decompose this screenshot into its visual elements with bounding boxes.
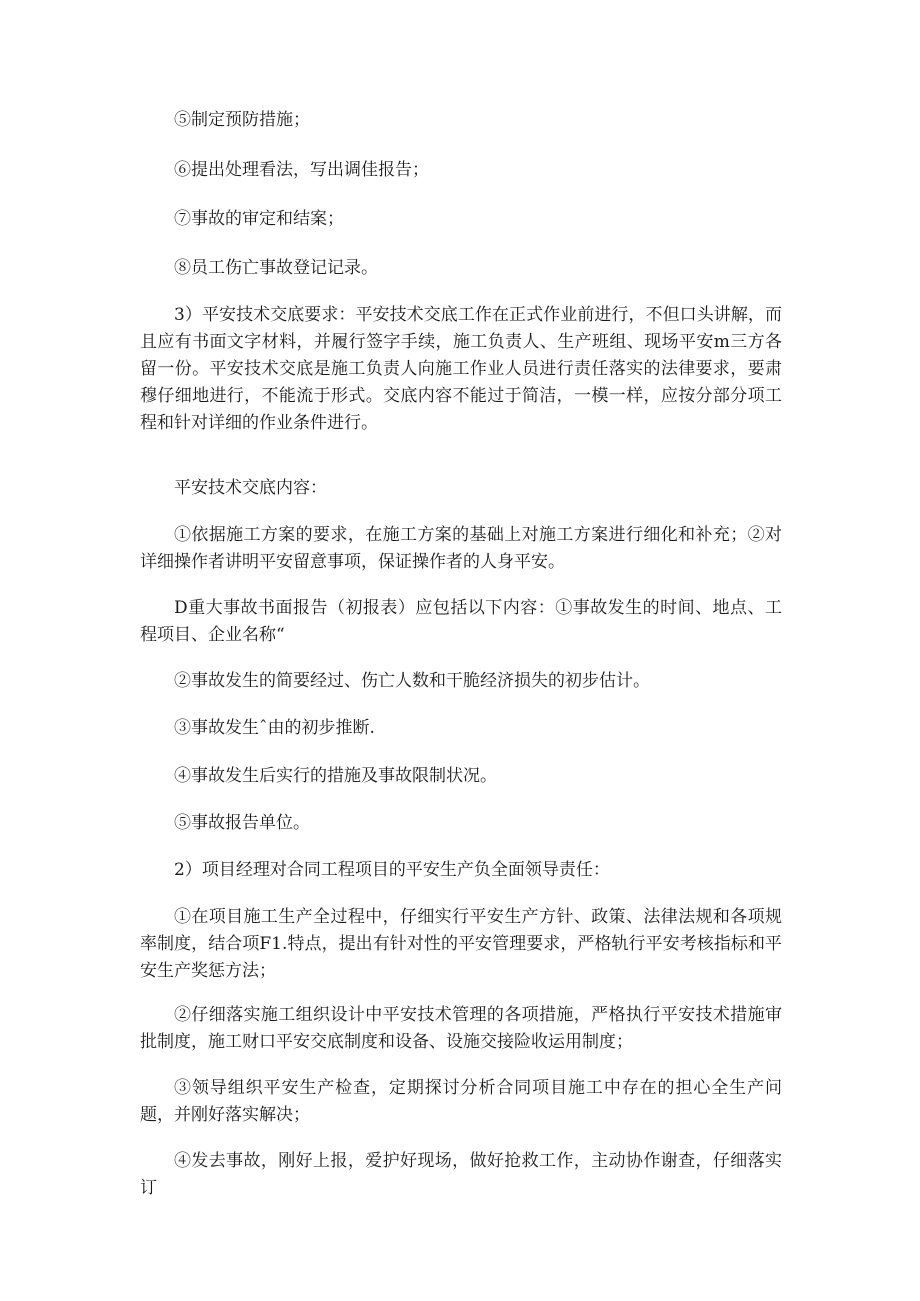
paragraph-responsibility-item-4: ④发去事故，刚好上报，爱护好现场，做好抢救工作，主动协作谢查，仔细落实订 (140, 1151, 782, 1198)
paragraph-reporting-unit: ⑤事故报告单位。 (174, 813, 310, 833)
paragraph-accident-closure: ⑦事故的审定和结案； (174, 209, 344, 229)
paragraph-responsibility-item-1: ①在项目施工生产全过程中，仔细实行平安生产方针、政策、法律法规和各项规率制度，结合项F1.特点，提出有针对性的平安管理要求，严格轨行平安考核指标和平安生产奖惩方法； (140, 907, 782, 981)
paragraph-responsibility-item-2: ②仔细落实施工组织设计中平安技术管理的各项措施，严格执行平安技术措施审批制度，施工财口平安交底制度和设备、设施交接险收运用制度； (140, 1005, 782, 1052)
paragraph-post-accident-measures: ④事故发生后实行的措施及事故限制状况。 (174, 766, 497, 786)
paragraph-major-accident-report: D重大事故书面报告（初报表）应包括以下内容：①事故发生的时间、地点、工程项目、企业名称“ (140, 598, 782, 645)
paragraph-accident-cause: ③事故发生ˆ由的初步推断. (174, 718, 375, 738)
paragraph-prevention-measures: ⑤制定预防措施； (174, 110, 310, 130)
paragraph-project-manager-responsibility: 2）项目经理对合同工程项目的平安生产负全面领导责任： (174, 860, 610, 880)
paragraph-responsibility-item-3: ③领导组织平安生产检查，定期探讨分析合同项目施工中存在的担心全生产问题，并刚好落实解决； (140, 1078, 782, 1125)
paragraph-safety-briefing-requirements: 3）平安技术交底要求：平安技术交底工作在正式作业前进行，不但口头讲解，而且应有书面文字材料，并履行签字手续，施工负责人、生产班组、现场平安m三方各留一份。平安技术交底是施工负责人向施工作业人员进行责任落实的法律要求，要肃穆仔细地进行，不能流于形式。交底内容不能过于简洁，一模一样，应按分部分项工程和针对详细的作业条件进行。 (140, 305, 782, 433)
paragraph-safety-briefing-content-heading: 平安技术交底内容： (174, 478, 327, 498)
paragraph-briefing-content-details: ①依据施工方案的要求，在施工方案的基础上对施工方案进行细化和补充；②对详细操作者讲明平安留意事项，保证操作者的人身平安。 (140, 525, 782, 572)
paragraph-investigation-report: ⑥提出处理看法，写出调佳报告； (174, 160, 429, 180)
paragraph-casualty-registration: ⑧员工伤亡事故登记记录。 (174, 258, 378, 278)
paragraph-accident-brief-process: ②事故发生的简要经过、伤亡人数和干脆经济损失的初步估计。 (174, 671, 650, 691)
